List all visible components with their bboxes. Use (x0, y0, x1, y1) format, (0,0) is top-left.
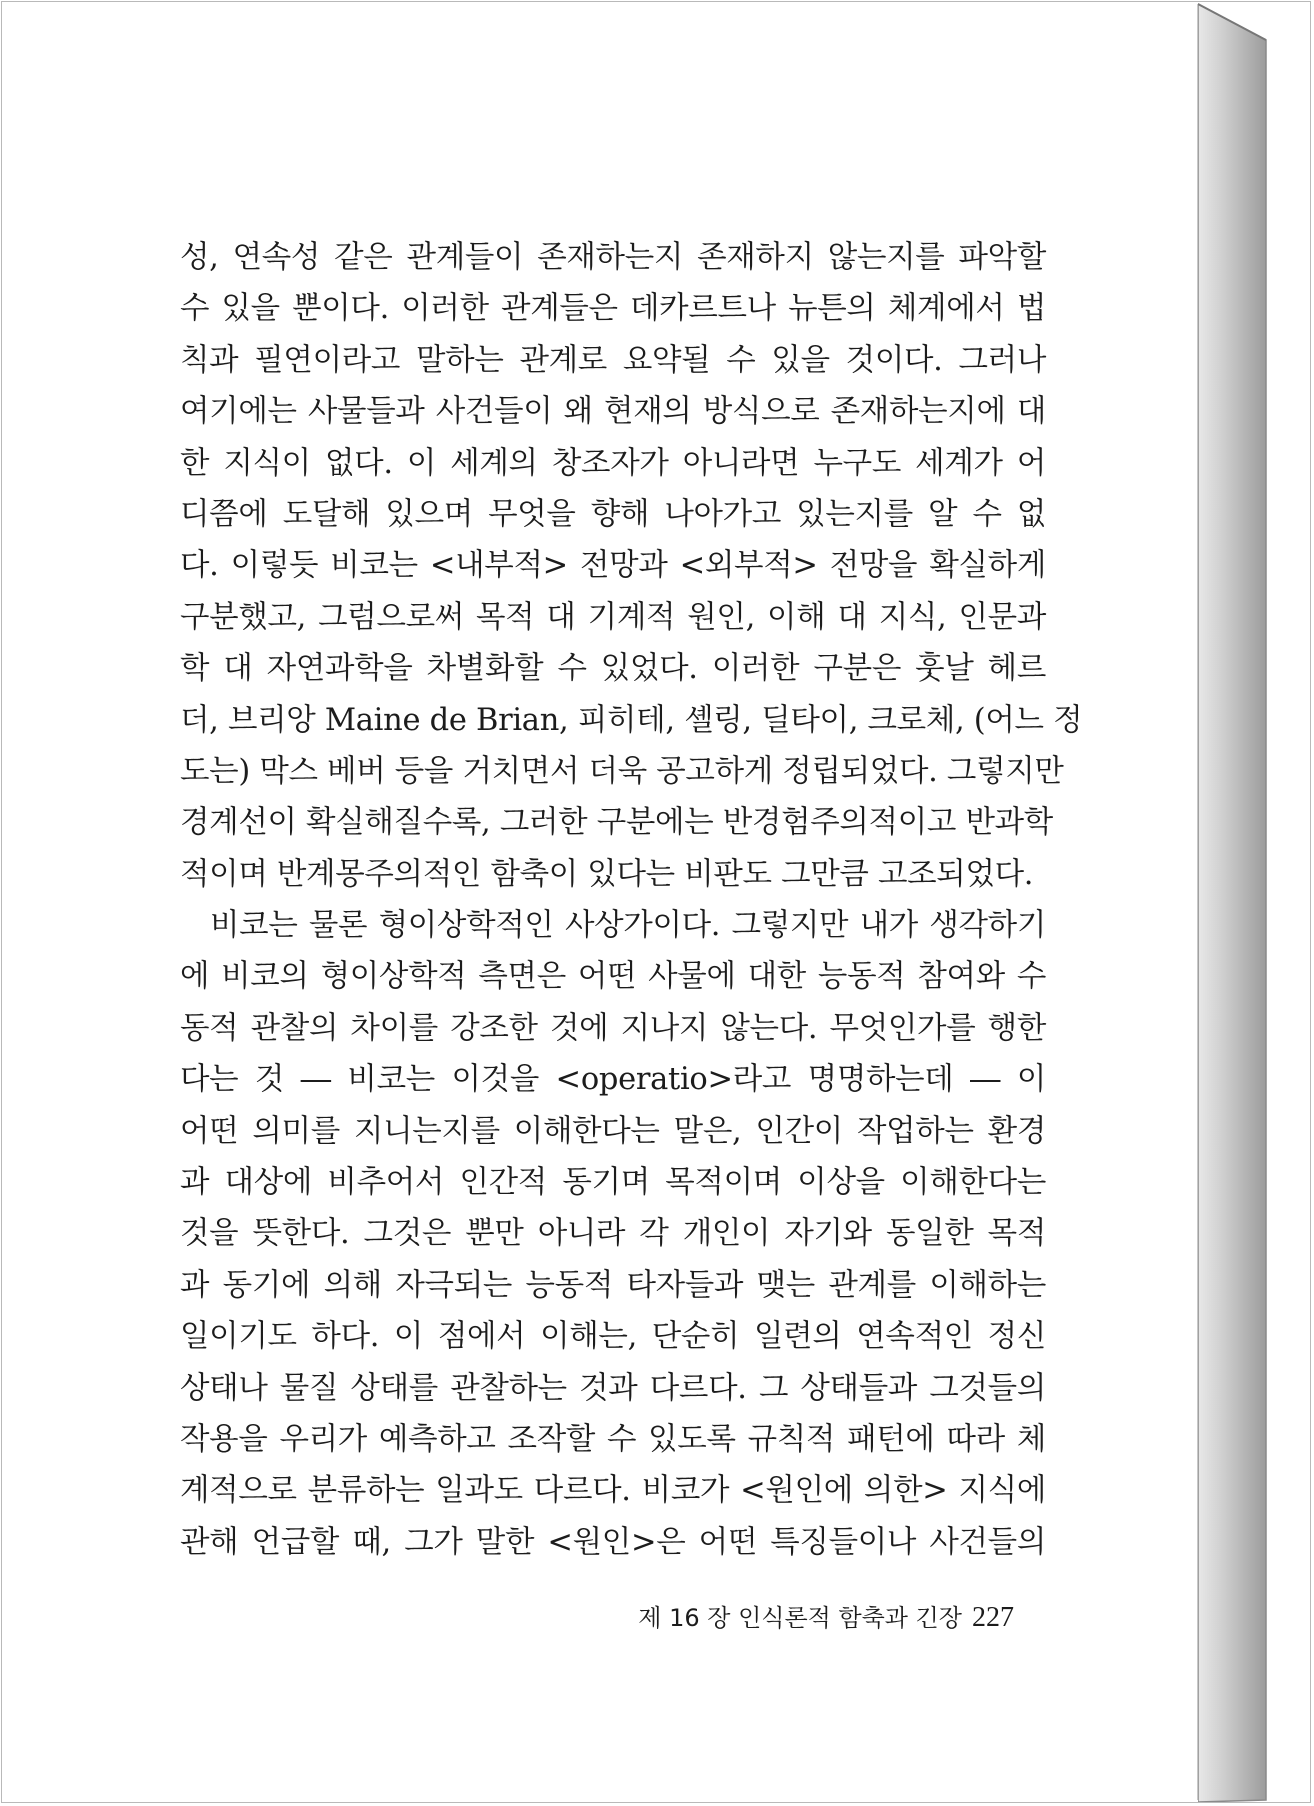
text-line: 여기에는 사물들과 사건들이 왜 현재의 방식으로 존재하는지에 대 (180, 394, 1046, 430)
text-line: 디쯤에 도달해 있으며 무엇을 향해 나아가고 있는지를 알 수 없 (180, 496, 1046, 532)
book-edge-shape (1198, 4, 1266, 1802)
text-line: 관해 언급할 때, 그가 말한 <원인>은 어떤 특징들이나 사건들의 (180, 1524, 1046, 1560)
text-line: 것을 뜻한다. 그것은 뿐만 아니라 각 개인이 자기와 동일한 목적 (180, 1216, 1046, 1252)
text-line: 어떤 의미를 지니는지를 이해한다는 말은, 인간이 작업하는 환경 (180, 1113, 1046, 1149)
text-line-paragraph-start: 비코는 물론 형이상학적인 사상가이다. 그렇지만 내가 생각하기 (210, 908, 1046, 944)
page-number: 227 (972, 1602, 1014, 1633)
text-line: 동적 관찰의 차이를 강조한 것에 지나지 않는다. 무엇인가를 행한 (180, 1010, 1046, 1046)
text-line: 도는) 막스 베버 등을 거치면서 더욱 공고하게 정립되었다. 그렇지만 (180, 753, 1064, 789)
text-line: 적이며 반계몽주의적인 함축이 있다는 비판도 그만큼 고조되었다. (180, 856, 1034, 892)
chapter-title: 제 16 장 인식론적 함축과 긴장 (638, 1604, 962, 1632)
text-line: 일이기도 하다. 이 점에서 이해는, 단순히 일련의 연속적인 정신 (180, 1319, 1046, 1355)
text-line: 구분했고, 그럼으로써 목적 대 기계적 원인, 이해 대 지식, 인문과 (180, 599, 1046, 635)
text-line: 학 대 자연과학을 차별화할 수 있었다. 이러한 구분은 훗날 헤르 (180, 651, 1046, 687)
running-footer (634, 1598, 1014, 1634)
text-line: 더, 브리앙 Maine de Brian, 피히테, 셸링, 딜타이, 크로체, (어느 정 (180, 702, 1083, 738)
text-line: 칙과 필연이라고 말하는 관계로 요약될 수 있을 것이다. 그러나 (180, 342, 1046, 378)
text-line: 수 있을 뿐이다. 이러한 관계들은 데카르트나 뉴튼의 체계에서 법 (180, 291, 1046, 327)
text-line: 경계선이 확실해질수록, 그러한 구분에는 반경험주의적이고 반과학 (180, 805, 1053, 841)
body-text (180, 232, 1083, 1568)
text-line: 한 지식이 없다. 이 세계의 창조자가 아니라면 누구도 세계가 어 (180, 445, 1046, 481)
book-page (4, 4, 1198, 1800)
text-line: 다. 이렇듯 비코는 <내부적> 전망과 <외부적> 전망을 확실하게 (180, 548, 1046, 584)
text-line: 작용을 우리가 예측하고 조작할 수 있도록 규칙적 패턴에 따라 체 (180, 1421, 1046, 1457)
text-line: 다는 것 ― 비코는 이것을 <operatio>라고 명명하는데 ― 이 (180, 1062, 1046, 1098)
book-edge (1198, 0, 1314, 1806)
text-line: 상태나 물질 상태를 관찰하는 것과 다르다. 그 상태들과 그것들의 (180, 1370, 1046, 1406)
text-line: 성, 연속성 같은 관계들이 존재하는지 존재하지 않는지를 파악할 (180, 240, 1046, 275)
text-line: 과 대상에 비추어서 인간적 동기며 목적이며 이상을 이해한다는 (180, 1165, 1046, 1201)
text-line: 계적으로 분류하는 일과도 다르다. 비코가 <원인에 의한> 지식에 (180, 1473, 1046, 1509)
text-line: 과 동기에 의해 자극되는 능동적 타자들과 맺는 관계를 이해하는 (180, 1267, 1046, 1303)
text-line: 에 비코의 형이상학적 측면은 어떤 사물에 대한 능동적 참여와 수 (180, 959, 1046, 995)
